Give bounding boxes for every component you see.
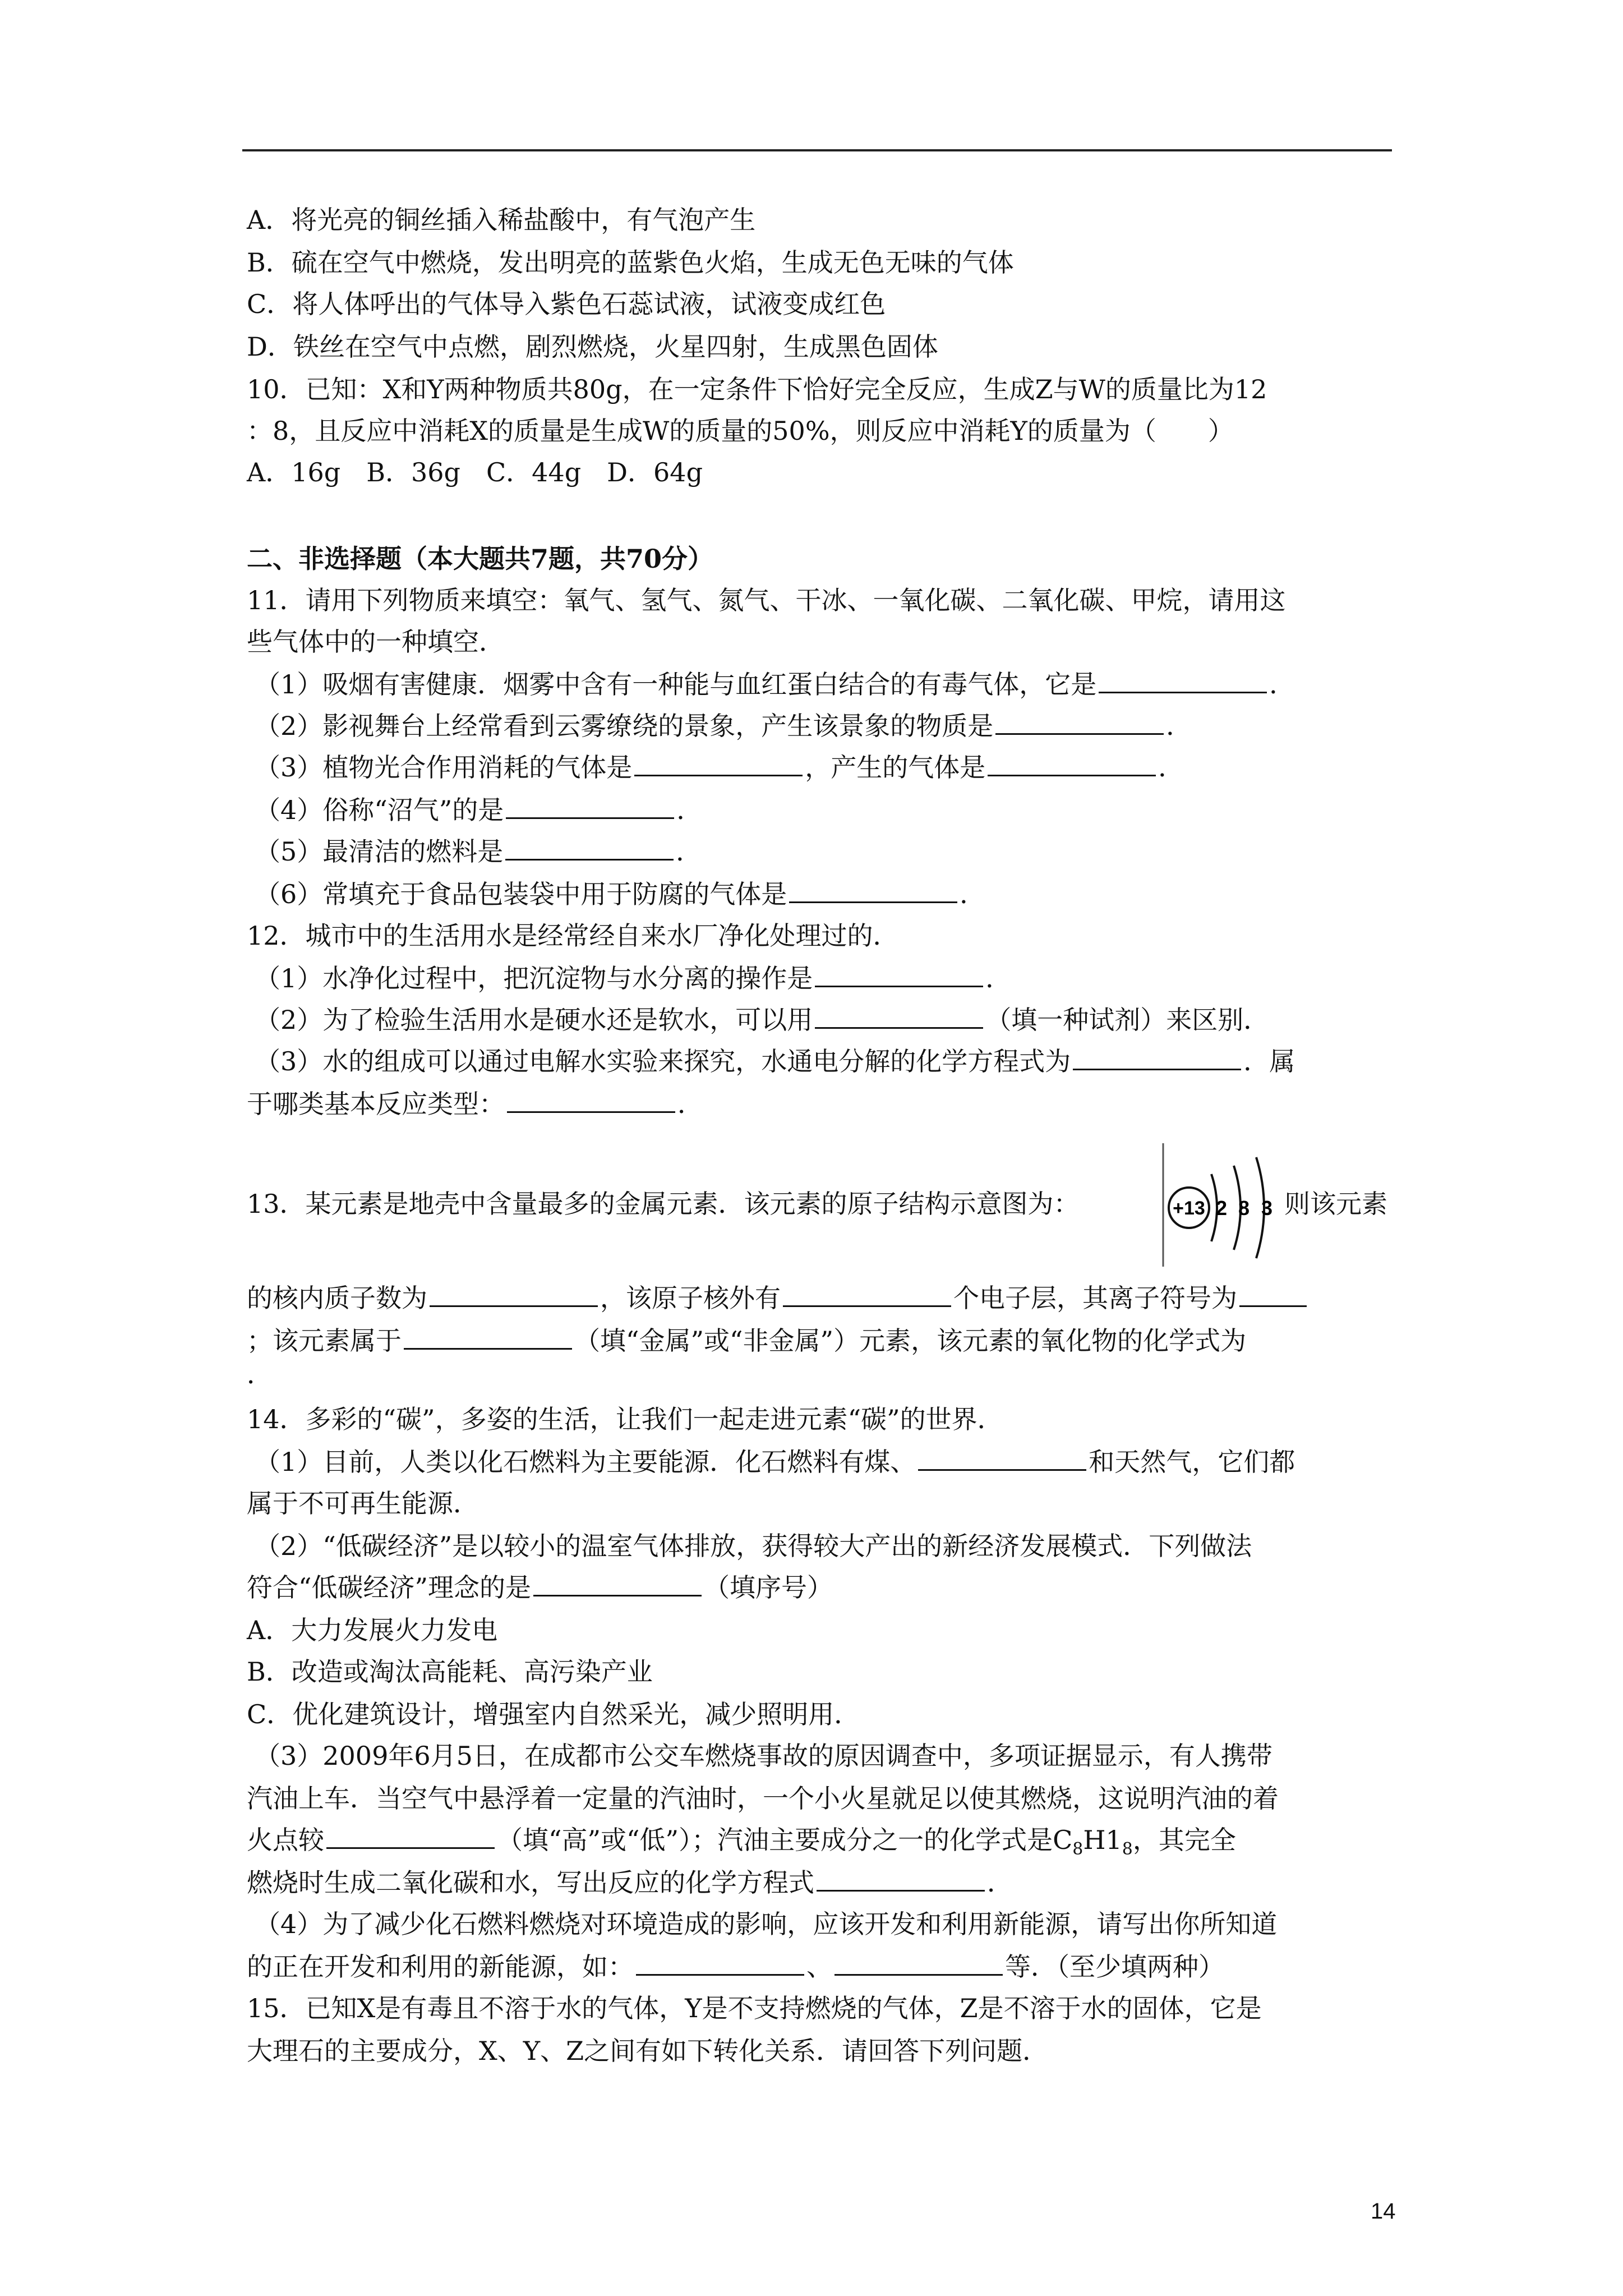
q11-line1: 11．请用下列物质来填空：氧气、氢气、氮气、干冰、一氧化碳、二氧化碳、甲烷，请用这 (247, 585, 1286, 615)
q9-option-c: C．将人体呼出的气体导入紫色石蕊试液，试液变成红色 (247, 289, 886, 319)
section-title: 二、非选择题（本大题共7题，共70分） (247, 544, 714, 574)
answer-blank[interactable] (817, 1867, 985, 1892)
answer-blank[interactable] (988, 752, 1156, 776)
answer-blank[interactable] (1099, 669, 1267, 693)
q13-line4: ． (247, 1359, 273, 1389)
q14-option-c: C．优化建筑设计，增强室内自然采光，减少照明用． (247, 1699, 860, 1729)
answer-blank[interactable] (783, 1283, 951, 1307)
answer-blank[interactable] (634, 752, 803, 776)
q11-sub1: （1）吸烟有害健康．烟雾中含有一种能与血红蛋白结合的有毒气体，它是 ． (255, 669, 1295, 700)
shell-electron-count: 2 (1215, 1197, 1228, 1220)
q9-option-b: B．硫在空气中燃烧，发出明亮的蓝紫色火焰，生成无色无味的气体 (247, 247, 1014, 278)
q11-sub3: （3）植物光合作用消耗的气体是 ，产生的气体是 ． (255, 752, 1184, 783)
answer-blank[interactable] (636, 1952, 804, 1976)
answer-blank[interactable] (507, 1089, 675, 1113)
q11-sub4: （4）俗称“沼气”的是 ． (255, 795, 703, 825)
q14-sub1-cont: 属于不可再生能源． (247, 1488, 479, 1519)
q11-line2: 些气体中的一种填空． (247, 627, 505, 657)
page-number: 14 (1371, 2199, 1396, 2224)
q14-option-b: B．改造或淘汰高能耗、高污染产业 (247, 1657, 653, 1687)
answer-blank[interactable] (815, 963, 983, 987)
q14-sub3-line4: 燃烧时生成二氧化碳和水，写出反应的化学方程式 ． (247, 1867, 1013, 1898)
shell-electron-count: 8 (1238, 1197, 1250, 1220)
q13-line2: 的核内质子数为 ，该原子核外有 个电子层，其离子符号为 (247, 1281, 1309, 1315)
answer-blank[interactable] (326, 1825, 495, 1849)
answer-blank[interactable] (834, 1952, 1003, 1976)
answer-blank[interactable] (404, 1326, 572, 1350)
answer-blank[interactable] (506, 795, 674, 819)
q14-sub4: （4）为了减少化石燃料燃烧对环境造成的影响，应该开发和利用新能源，请写出你所知道 (255, 1909, 1278, 1939)
q15-line1: 15．已知X是有毒且不溶于水的气体，Y是不支持燃烧的气体，Z是不溶于水的固体，它是 (247, 1993, 1262, 2023)
q11-sub6: （6）常填充于食品包装袋中用于防腐的气体是 ． (255, 879, 986, 909)
header-rule (242, 149, 1392, 151)
answer-blank[interactable] (533, 1572, 702, 1596)
answer-blank[interactable] (918, 1447, 1086, 1471)
q12-sub1: （1）水净化过程中，把沉淀物与水分离的操作是 ． (255, 963, 1012, 993)
q11-sub5: （5）最清洁的燃料是 ． (255, 836, 702, 867)
q10-options: A．16g B．36g C．44g D．64g (247, 457, 703, 487)
q13-line1b: 则该元素 (1284, 1189, 1387, 1219)
q13-line3: ；该元素属于 （填“金属”或“非金属”）元素，该元素的氧化物的化学式为 (247, 1326, 1247, 1356)
answer-blank[interactable] (430, 1283, 598, 1307)
answer-blank[interactable] (505, 836, 674, 861)
q11-sub2: （2）影视舞台上经常看到云雾缭绕的景象，产生该景象的物质是 ． (255, 711, 1192, 741)
q14-sub3: （3）2009年6月5日，在成都市公交车燃烧事故的原因调查中，多项证据显示，有人携带 (255, 1741, 1272, 1771)
q10-line2: ：8，且反应中消耗X的质量是生成W的质量的50%，则反应中消耗Y的质量为（ ） (247, 416, 1234, 446)
q14-sub2: （2）“低碳经济”是以较小的温室气体排放，获得较大产出的新经济发展模式．下列做法 (255, 1531, 1252, 1561)
shell-electron-count: 3 (1261, 1197, 1273, 1220)
answer-blank[interactable] (1239, 1283, 1307, 1307)
q13-line1a: 13．某元素是地壳中含量最多的金属元素．该元素的原子结构示意图为： (247, 1189, 1080, 1219)
q9-option-d: D．铁丝在空气中点燃，剧烈燃烧，火星四射，生成黑色固体 (247, 332, 938, 362)
q14-sub3-line2: 汽油上车．当空气中悬浮着一定量的汽油时，一个小火星就足以使其燃烧，这说明汽油的着 (247, 1783, 1279, 1814)
q14-line1: 14．多彩的“碳”，多姿的生活，让我们一起走进元素“碳”的世界． (247, 1404, 1003, 1434)
q10-line1: 10．已知：X和Y两种物质共80g，在一定条件下恰好完全反应，生成Z与W的质量比为12 (247, 374, 1267, 404)
atom-structure-diagram (1160, 1143, 1283, 1267)
answer-blank[interactable] (1073, 1046, 1241, 1070)
q15-line2: 大理石的主要成分，X、Y、Z之间有如下转化关系．请回答下列问题． (247, 2036, 1049, 2066)
q14-option-a: A．大力发展火力发电 (247, 1615, 498, 1645)
q14-sub2-cont: 符合“低碳经济”理念的是 （填序号） (247, 1572, 833, 1603)
q12-sub3-cont: 于哪类基本反应类型： ． (247, 1089, 703, 1119)
q12-line1: 12．城市中的生活用水是经常经自来水厂净化处理过的． (247, 921, 899, 951)
answer-blank[interactable] (815, 1005, 983, 1029)
q14-sub4-line2: 的正在开发和利用的新能源，如： 、 等．（至少填两种） (247, 1952, 1224, 1982)
q14-sub3-line3: 火点较 （填“高”或“低”）；汽油主要成分之一的化学式是$C_8H1_8$，其完全 (247, 1825, 1236, 1860)
q12-sub2: （2）为了检验生活用水是硬水还是软水，可以用 （填一种试剂）来区别． (255, 1005, 1270, 1035)
answer-blank[interactable] (789, 879, 957, 903)
answer-blank[interactable] (995, 711, 1164, 735)
q12-sub3: （3）水的组成可以通过电解水实验来探究，水通电分解的化学方程式为 ．属 (255, 1046, 1295, 1076)
q9-option-a: A．将光亮的铜丝插入稀盐酸中，有气泡产生 (247, 205, 756, 235)
nucleus-label: +13 (1173, 1198, 1205, 1219)
q14-sub1: （1）目前，人类以化石燃料为主要能源．化石燃料有煤、 和天然气，它们都 (255, 1447, 1295, 1477)
